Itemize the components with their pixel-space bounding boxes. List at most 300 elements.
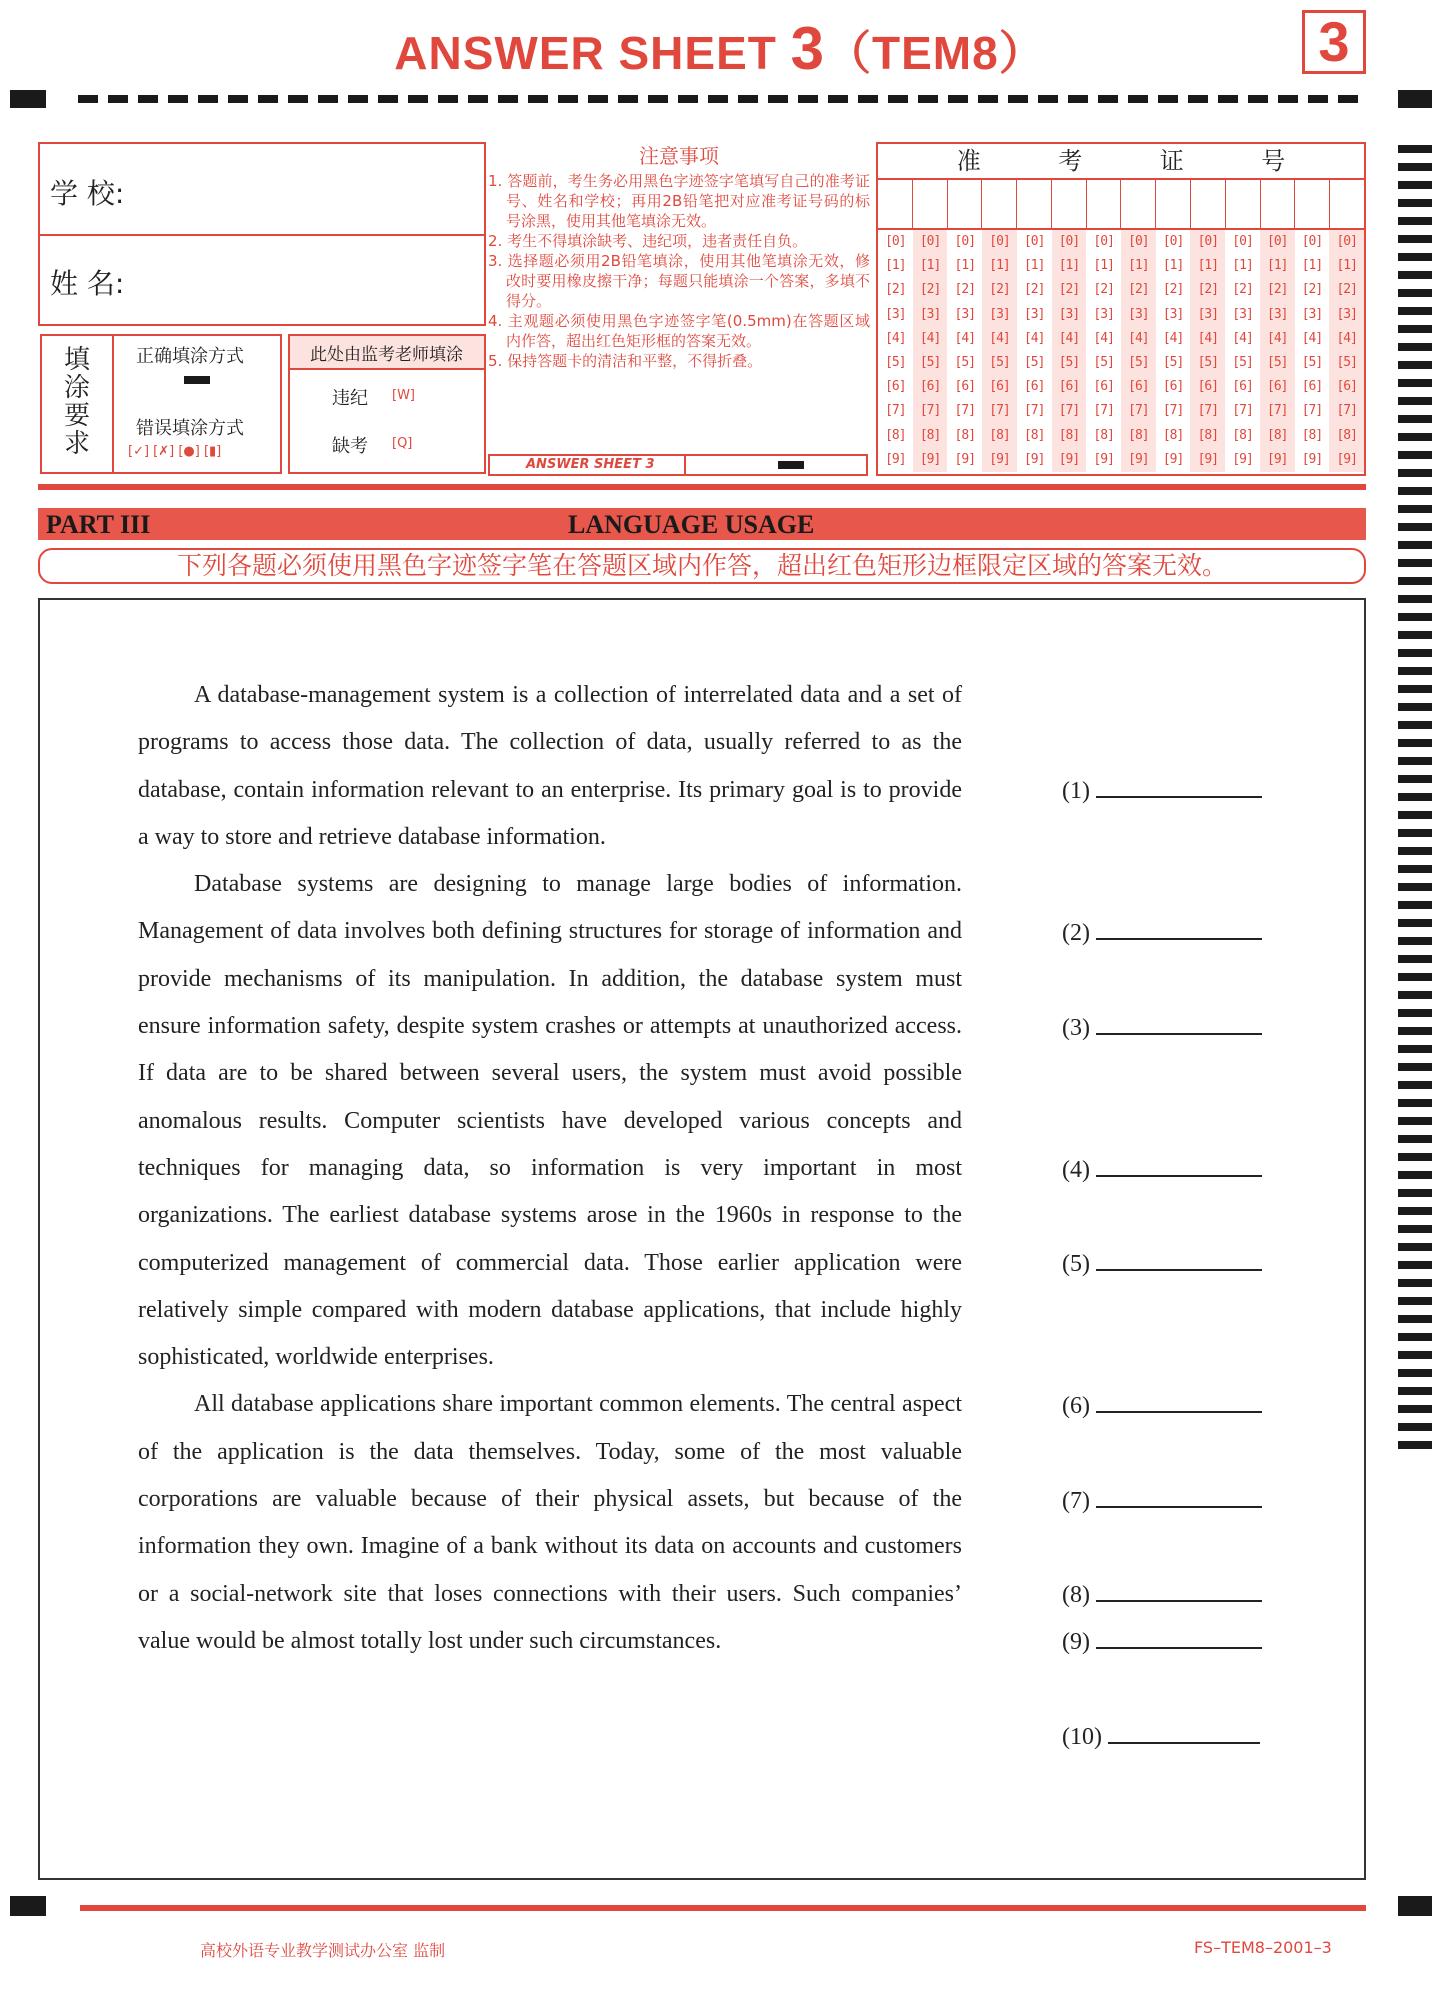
exam-id-bubble[interactable]: [5] xyxy=(1267,354,1288,370)
exam-id-bubble[interactable]: [7] xyxy=(1197,403,1219,419)
part-label: PART III xyxy=(46,510,151,539)
note-item: 5. 保持答题卡的清洁和平整，不得折叠。 xyxy=(488,352,763,370)
timing-mark xyxy=(1398,775,1432,783)
exam-id-bubble[interactable]: [4] xyxy=(1232,330,1253,346)
footer-issuer: 高校外语专业教学测试办公室 监制 xyxy=(200,1941,446,1960)
timing-mark xyxy=(1398,955,1432,963)
exam-id-bubble[interactable]: [0] xyxy=(1301,234,1323,249)
exam-id-bubble[interactable]: [3] xyxy=(1336,306,1357,322)
exam-id-digit-cell[interactable] xyxy=(1226,180,1261,228)
exam-id-bubble[interactable]: [3] xyxy=(1162,306,1184,322)
answer-warning: 下列各题必须使用黑色字迹签字笔在答题区域内作答，超出红色矩形边框限定区域的答案无效。 xyxy=(38,548,1366,584)
exam-id-bubble[interactable]: [6] xyxy=(1093,379,1114,395)
sheet-title xyxy=(0,14,1440,83)
exam-id-bubble[interactable]: [2] xyxy=(885,282,906,298)
timing-mark xyxy=(1398,1441,1432,1449)
exam-id-bubble[interactable]: [7] xyxy=(1336,403,1357,419)
exam-id-bubble[interactable]: [5] xyxy=(1023,354,1045,370)
passage-paragraph: Database systems are designing to manage large bodies of information. Management of data involves both defining structures for storage of information and provide mechanisms of its manipulation. In addition, the database system must ensure information safety, despite system crashes or attempts at unauthorized access. If data are to be shared between several users, the system must avoid possible anomalous results. Computer scientists have developed various concepts and techniques for managing data, so information is very important in most organizations. The earliest database systems arose in the 1960s in response to the computerized management of commercial data. Those earlier application were relatively simple compared with modern database applications, that include highly sophisticated, worldwide enterprises. xyxy=(138,871,962,1371)
timing-mark xyxy=(1398,1351,1432,1359)
timing-mark xyxy=(1398,1009,1432,1017)
exam-id-bubble[interactable]: [8] xyxy=(1336,427,1357,443)
exam-id-column xyxy=(1121,230,1156,472)
exam-id-bubble[interactable]: [6] xyxy=(954,379,976,395)
timing-mark xyxy=(1398,523,1432,531)
exam-id-bubble[interactable]: [9] xyxy=(885,451,906,467)
exam-id-bubble[interactable]: [9] xyxy=(1267,451,1288,467)
exam-id-digit-cell[interactable] xyxy=(1087,180,1122,228)
timing-mark xyxy=(1398,325,1432,333)
exam-id-digit-cell[interactable] xyxy=(1121,180,1156,228)
timing-mark xyxy=(1398,937,1432,945)
exam-id-bubble[interactable]: [1] xyxy=(1023,258,1045,274)
exam-id-bubble[interactable]: [9] xyxy=(1128,451,1149,467)
exam-id-bubble[interactable]: [4] xyxy=(1197,330,1219,346)
exam-id-bubble[interactable]: [2] xyxy=(1232,282,1253,298)
answer-blank-9[interactable]: (9) xyxy=(1062,1623,1262,1656)
exam-id-bubble[interactable]: [0] xyxy=(954,234,976,249)
exam-id-bubble[interactable]: [1] xyxy=(919,258,941,274)
exam-id-bubble[interactable]: [1] xyxy=(1093,258,1114,274)
timing-mark xyxy=(1398,1099,1432,1107)
exam-id-bubble[interactable]: [9] xyxy=(989,451,1010,467)
exam-id-bubble[interactable]: [5] xyxy=(1128,354,1149,370)
exam-id-bubble[interactable]: [4] xyxy=(1336,330,1357,346)
registration-mark-bottom-left xyxy=(10,1896,46,1916)
exam-id-bubble[interactable]: [6] xyxy=(885,379,906,395)
exam-id-bubble[interactable]: [0] xyxy=(885,234,906,249)
violation-label: 违纪 xyxy=(332,388,368,409)
exam-id-bubble[interactable]: [2] xyxy=(919,282,941,298)
exam-id-bubble[interactable]: [3] xyxy=(1023,306,1045,322)
exam-id-digit-cell[interactable] xyxy=(1330,180,1364,228)
exam-id-bubble[interactable]: [0] xyxy=(1267,234,1288,249)
timing-mark xyxy=(1398,1297,1432,1305)
exam-id-bubble[interactable]: [2] xyxy=(954,282,976,298)
exam-id-bubble[interactable]: [1] xyxy=(1128,258,1149,274)
answer-blank-5[interactable]: (5) xyxy=(1062,1245,1262,1278)
part-title: LANGUAGE USAGE xyxy=(568,510,815,539)
exam-id-bubble[interactable]: [7] xyxy=(1232,403,1253,419)
exam-id-bubble[interactable]: [2] xyxy=(1023,282,1045,298)
timing-mark xyxy=(1398,829,1432,837)
answer-blank-4[interactable]: (4) xyxy=(1062,1151,1262,1184)
exam-id-column xyxy=(1156,230,1191,472)
exam-id-bubble[interactable]: [2] xyxy=(1058,282,1080,298)
exam-id-bubble[interactable]: [5] xyxy=(1232,354,1253,370)
note-item: 3. 选择题必须用2B铅笔填涂，使用其他笔填涂无效，修改时要用橡皮擦干净；每题只能填涂一个答案，多填不得分。 xyxy=(488,252,870,310)
exam-id-bubble[interactable]: [8] xyxy=(1093,427,1114,443)
timing-mark xyxy=(1398,1369,1432,1377)
timing-mark xyxy=(1398,685,1432,693)
exam-id-bubble[interactable]: [3] xyxy=(1267,306,1288,322)
exam-id-bubble[interactable]: [0] xyxy=(1197,234,1219,249)
exam-id-bubble[interactable]: [2] xyxy=(1162,282,1184,298)
timing-track-top xyxy=(78,95,1366,103)
exam-id-bubble[interactable]: [4] xyxy=(1128,330,1149,346)
timing-mark xyxy=(1398,379,1432,387)
timing-mark xyxy=(1398,343,1432,351)
exam-id-bubble[interactable]: [1] xyxy=(1058,258,1080,274)
timing-mark xyxy=(1398,667,1432,675)
exam-id-bubble[interactable]: [7] xyxy=(1267,403,1288,419)
exam-id-bubble[interactable]: [5] xyxy=(1162,354,1184,370)
exam-id-bubble[interactable]: [0] xyxy=(989,234,1010,249)
exam-id-bubble[interactable]: [6] xyxy=(1197,379,1219,395)
timing-mark xyxy=(1398,217,1432,225)
exam-id-bubble[interactable]: [3] xyxy=(885,306,906,322)
exam-id-digit-cell[interactable] xyxy=(878,180,913,228)
timing-mark xyxy=(1398,1027,1432,1035)
title-suffix: （TEM8） xyxy=(825,27,1046,79)
answer-blank-3[interactable]: (3) xyxy=(1062,1009,1262,1042)
timing-mark xyxy=(1398,1315,1432,1323)
passage-paragraph: All database applications share important common elements. The central aspect of the application is the data themselves. Today, some of the most valuable corporations are valuable because of their physical assets, but because of the information they own. Imagine of a bank without its data on accounts and customers or a social-network site that loses connections with their users. Such companies’ value would be almost totally lost under such circumstances. xyxy=(138,1391,962,1654)
exam-id-bubble[interactable]: [9] xyxy=(1232,451,1253,467)
timing-mark xyxy=(1398,613,1432,621)
answer-blank-1[interactable]: (1) xyxy=(1062,772,1262,805)
exam-id-bubble[interactable]: [3] xyxy=(1128,306,1149,322)
school-label: 学 校: xyxy=(50,177,125,210)
timing-mark xyxy=(1398,1423,1432,1431)
exam-id-bubble-grid xyxy=(878,230,1364,472)
exam-id-digit-cell[interactable] xyxy=(1191,180,1226,228)
timing-mark xyxy=(1398,757,1432,765)
exam-id-bubble[interactable]: [9] xyxy=(919,451,941,467)
proctor-box xyxy=(288,334,486,474)
exam-id-bubble[interactable]: [1] xyxy=(1162,258,1184,274)
exam-id-bubble[interactable]: [0] xyxy=(1128,234,1149,249)
exam-id-bubble[interactable]: [5] xyxy=(919,354,941,370)
exam-id-box xyxy=(876,142,1366,476)
exam-id-bubble[interactable]: [3] xyxy=(954,306,976,322)
answer-blank-10[interactable]: (10) xyxy=(1062,1718,1260,1751)
timing-mark xyxy=(1398,181,1432,189)
timing-mark xyxy=(1398,811,1432,819)
exam-id-bubble[interactable]: [3] xyxy=(919,306,941,322)
registration-mark-top-left xyxy=(10,90,46,108)
correct-fill-example xyxy=(184,376,210,384)
exam-id-bubble[interactable]: [4] xyxy=(1058,330,1080,346)
timing-mark xyxy=(1398,469,1432,477)
exam-id-write-cells xyxy=(878,180,1364,230)
exam-id-bubble[interactable]: [9] xyxy=(1023,451,1045,467)
notes-section xyxy=(488,140,870,480)
timing-mark xyxy=(1398,1117,1432,1125)
exam-id-bubble[interactable]: [9] xyxy=(1336,451,1357,467)
timing-mark xyxy=(1398,847,1432,855)
timing-mark xyxy=(1398,649,1432,657)
timing-mark xyxy=(1398,163,1432,171)
exam-id-bubble[interactable]: [8] xyxy=(954,427,976,443)
exam-id-bubble[interactable]: [3] xyxy=(1197,306,1219,322)
exam-id-bubble[interactable]: [8] xyxy=(1267,427,1288,443)
answer-blank-8[interactable]: (8) xyxy=(1062,1576,1262,1609)
absent-bubble[interactable]: [Q] xyxy=(392,436,413,451)
exam-id-bubble[interactable]: [3] xyxy=(1301,306,1323,322)
passage-paragraph: A database-management system is a collection of interrelated data and a set of programs to access those data. The collection of data, usually referred to as the database, contain information relevant to an enterprise. Its primary goal is to provide a way to store and retrieve database information. xyxy=(138,682,962,850)
exam-id-digit-cell[interactable] xyxy=(1052,180,1087,228)
name-label: 姓 名: xyxy=(50,267,125,300)
exam-id-bubble[interactable]: [1] xyxy=(954,258,976,274)
exam-id-bubble[interactable]: [4] xyxy=(1023,330,1045,346)
timing-mark xyxy=(1398,865,1432,873)
absent-label: 缺考 xyxy=(332,436,368,457)
timing-mark xyxy=(1398,1153,1432,1161)
exam-id-digit-cell[interactable] xyxy=(1017,180,1052,228)
exam-id-bubble[interactable]: [9] xyxy=(954,451,976,467)
exam-id-bubble[interactable]: [6] xyxy=(1128,379,1149,395)
correct-fill-label: 正确填涂方式 xyxy=(136,346,244,367)
corner-sheet-number: 3 xyxy=(1302,10,1366,74)
notes-title: 注意事项 xyxy=(639,144,719,168)
exam-id-bubble[interactable]: [5] xyxy=(989,354,1010,370)
exam-id-bubble[interactable]: [7] xyxy=(1162,403,1184,419)
registration-mark-bottom-right xyxy=(1398,1896,1432,1916)
sheet-tag xyxy=(488,454,868,476)
violation-bubble[interactable]: [W] xyxy=(392,388,415,403)
answer-blank-7[interactable]: (7) xyxy=(1062,1482,1262,1515)
exam-id-bubble[interactable]: [2] xyxy=(1093,282,1114,298)
timing-mark xyxy=(1398,1405,1432,1413)
exam-id-bubble[interactable]: [9] xyxy=(1058,451,1080,467)
timing-track-right xyxy=(1398,145,1432,1459)
exam-id-bubble[interactable]: [9] xyxy=(1197,451,1219,467)
timing-mark xyxy=(1398,433,1432,441)
timing-mark xyxy=(1398,1135,1432,1143)
timing-mark xyxy=(1398,415,1432,423)
exam-id-bubble[interactable]: [8] xyxy=(1232,427,1253,443)
exam-id-bubble[interactable]: [7] xyxy=(1093,403,1114,419)
exam-id-bubble[interactable]: [1] xyxy=(1197,258,1219,274)
school-input[interactable] xyxy=(140,146,480,230)
note-item: 4. 主观题必须使用黑色字迹签字笔(0.5mm)在答题区域内作答，超出红色矩形框的答案无效。 xyxy=(488,312,870,350)
timing-mark xyxy=(1398,253,1432,261)
timing-mark xyxy=(1398,271,1432,279)
exam-id-bubble[interactable]: [4] xyxy=(989,330,1010,346)
exam-id-bubble[interactable]: [0] xyxy=(1093,234,1114,249)
timing-mark xyxy=(1398,1261,1432,1269)
note-item: 2. 考生不得填涂缺考、违纪项，违者责任自负。 xyxy=(488,232,808,250)
exam-id-bubble[interactable]: [6] xyxy=(1058,379,1080,395)
exam-id-bubble[interactable]: [1] xyxy=(1232,258,1253,274)
exam-id-bubble[interactable]: [5] xyxy=(885,354,906,370)
exam-id-bubble[interactable]: [6] xyxy=(1023,379,1045,395)
timing-mark xyxy=(1398,1063,1432,1071)
exam-id-column xyxy=(1190,230,1225,472)
exam-id-bubble[interactable]: [0] xyxy=(1023,234,1045,249)
exam-id-column xyxy=(1260,230,1295,472)
exam-id-column xyxy=(947,230,982,472)
exam-id-column xyxy=(1295,230,1330,472)
timing-mark xyxy=(1398,1387,1432,1395)
exam-id-bubble[interactable]: [1] xyxy=(989,258,1010,274)
answer-blank-2[interactable]: (2) xyxy=(1062,914,1262,947)
exam-id-bubble[interactable]: [8] xyxy=(1197,427,1219,443)
part-bar xyxy=(38,508,1366,540)
exam-id-column xyxy=(1017,230,1052,472)
exam-id-bubble[interactable]: [5] xyxy=(954,354,976,370)
exam-id-bubble[interactable]: [7] xyxy=(1023,403,1045,419)
exam-id-bubble[interactable]: [7] xyxy=(919,403,941,419)
exam-id-bubble[interactable]: [6] xyxy=(1162,379,1184,395)
exam-id-bubble[interactable]: [8] xyxy=(1162,427,1184,443)
exam-id-bubble[interactable]: [5] xyxy=(1093,354,1114,370)
exam-id-column xyxy=(1086,230,1121,472)
timing-mark xyxy=(1398,361,1432,369)
exam-id-bubble[interactable]: [5] xyxy=(1336,354,1357,370)
timing-mark xyxy=(1398,739,1432,747)
exam-id-bubble[interactable]: [2] xyxy=(1267,282,1288,298)
timing-mark xyxy=(1398,307,1432,315)
exam-id-bubble[interactable]: [4] xyxy=(1267,330,1288,346)
exam-id-bubble[interactable]: [1] xyxy=(1267,258,1288,274)
exam-id-bubble[interactable]: [8] xyxy=(1128,427,1149,443)
exam-id-bubble[interactable]: [3] xyxy=(1058,306,1080,322)
proctor-label: 此处由监考老师填涂 xyxy=(310,345,463,365)
exam-id-bubble[interactable]: [2] xyxy=(1197,282,1219,298)
timing-mark xyxy=(1398,1333,1432,1341)
timing-mark xyxy=(1398,541,1432,549)
exam-id-bubble[interactable]: [7] xyxy=(1058,403,1080,419)
exam-id-digit-cell[interactable] xyxy=(982,180,1017,228)
timing-mark xyxy=(1398,703,1432,711)
exam-id-bubble[interactable]: [7] xyxy=(885,403,906,419)
timing-mark xyxy=(1398,901,1432,909)
exam-id-bubble[interactable]: [1] xyxy=(885,258,906,274)
timing-mark xyxy=(1398,595,1432,603)
exam-id-digit-cell[interactable] xyxy=(1295,180,1330,228)
exam-id-bubble[interactable]: [7] xyxy=(1128,403,1149,419)
title-number: 3 xyxy=(790,15,826,82)
footer-line xyxy=(80,1905,1366,1911)
title-prefix: ANSWER SHEET xyxy=(394,27,791,79)
exam-id-bubble[interactable]: [4] xyxy=(1093,330,1114,346)
footer-code: FS–TEM8–2001–3 xyxy=(1194,1938,1332,1957)
exam-id-bubble[interactable]: [7] xyxy=(954,403,976,419)
wrong-fill-label: 错误填涂方式 xyxy=(136,418,244,439)
exam-id-bubble[interactable]: [1] xyxy=(1336,258,1357,274)
timing-mark xyxy=(1398,883,1432,891)
exam-id-digit-cell[interactable] xyxy=(948,180,983,228)
exam-id-bubble[interactable]: [6] xyxy=(989,379,1010,395)
exam-id-bubble[interactable]: [6] xyxy=(919,379,941,395)
exam-id-bubble[interactable]: [7] xyxy=(989,403,1010,419)
timing-mark xyxy=(1398,631,1432,639)
timing-mark xyxy=(1398,289,1432,297)
timing-mark xyxy=(1398,1243,1432,1251)
timing-mark xyxy=(1398,1207,1432,1215)
exam-id-column xyxy=(982,230,1017,472)
exam-id-bubble[interactable]: [4] xyxy=(1301,330,1323,346)
exam-id-bubble[interactable]: [4] xyxy=(885,330,906,346)
exam-id-column xyxy=(1225,230,1260,472)
exam-id-bubble[interactable]: [8] xyxy=(885,427,906,443)
timing-mark xyxy=(1398,1189,1432,1197)
exam-id-bubble[interactable]: [9] xyxy=(1162,451,1184,467)
timing-mark xyxy=(1398,919,1432,927)
fill-rules-text: 填 涂 要 求 xyxy=(63,345,90,459)
exam-id-bubble[interactable]: [2] xyxy=(1336,282,1357,298)
timing-mark xyxy=(1398,397,1432,405)
exam-id-bubble[interactable]: [3] xyxy=(989,306,1010,322)
exam-id-bubble[interactable]: [6] xyxy=(1336,379,1357,395)
exam-id-bubble[interactable]: [4] xyxy=(1162,330,1184,346)
timing-mark xyxy=(1398,973,1432,981)
timing-mark xyxy=(1398,199,1432,207)
exam-id-bubble[interactable]: [5] xyxy=(1058,354,1080,370)
exam-id-title: 准 考 证 号 xyxy=(878,144,1364,180)
exam-id-digit-cell[interactable] xyxy=(913,180,948,228)
note-item: 1. 答题前，考生务必用黑色字迹签字笔填写自己的准考证号、姓名和学校；再用2B铅笔把对应准考证号码的标号涂黑，使用其他笔填涂无效。 xyxy=(488,172,870,230)
timing-mark xyxy=(1398,1081,1432,1089)
answer-blank-6[interactable]: (6) xyxy=(1062,1387,1262,1420)
exam-id-bubble[interactable]: [8] xyxy=(919,427,941,443)
timing-mark xyxy=(1398,991,1432,999)
exam-id-bubble[interactable]: [8] xyxy=(989,427,1010,443)
registration-mark-top-right xyxy=(1398,90,1432,108)
sheet-tag-mark xyxy=(778,461,804,469)
exam-id-bubble[interactable]: [8] xyxy=(1058,427,1080,443)
exam-id-bubble[interactable]: [6] xyxy=(1301,379,1323,395)
timing-mark xyxy=(1398,577,1432,585)
exam-id-bubble[interactable]: [3] xyxy=(1232,306,1253,322)
exam-id-bubble[interactable]: [5] xyxy=(1301,354,1323,370)
exam-id-bubble[interactable]: [2] xyxy=(1301,282,1323,298)
timing-mark xyxy=(1398,559,1432,567)
exam-id-bubble[interactable]: [4] xyxy=(919,330,941,346)
fill-rules-box xyxy=(112,334,282,474)
exam-id-bubble[interactable]: [8] xyxy=(1301,427,1323,443)
timing-mark xyxy=(1398,235,1432,243)
timing-mark xyxy=(1398,1225,1432,1233)
exam-id-bubble[interactable]: [7] xyxy=(1301,403,1323,419)
exam-id-bubble[interactable]: [3] xyxy=(1093,306,1114,322)
exam-id-column xyxy=(1052,230,1087,472)
exam-id-column xyxy=(1329,230,1364,472)
exam-id-bubble[interactable]: [2] xyxy=(989,282,1010,298)
exam-id-bubble[interactable]: [6] xyxy=(1232,379,1253,395)
exam-id-bubble[interactable]: [1] xyxy=(1301,258,1323,274)
timing-mark xyxy=(1398,793,1432,801)
exam-id-bubble[interactable]: [9] xyxy=(1093,451,1114,467)
exam-id-bubble[interactable]: [8] xyxy=(1023,427,1045,443)
exam-id-bubble[interactable]: [2] xyxy=(1128,282,1149,298)
timing-mark xyxy=(1398,451,1432,459)
exam-id-bubble[interactable]: [0] xyxy=(1336,234,1357,249)
exam-id-bubble[interactable]: [4] xyxy=(954,330,976,346)
exam-id-bubble[interactable]: [0] xyxy=(919,234,941,249)
exam-id-bubble[interactable]: [5] xyxy=(1197,354,1219,370)
divider-line xyxy=(38,484,1366,490)
exam-id-digit-cell[interactable] xyxy=(1156,180,1191,228)
timing-mark xyxy=(1398,1171,1432,1179)
exam-id-bubble[interactable]: [0] xyxy=(1162,234,1184,249)
fill-rules-label xyxy=(40,334,112,474)
timing-mark xyxy=(1398,1279,1432,1287)
exam-id-bubble[interactable]: [0] xyxy=(1232,234,1253,249)
timing-mark xyxy=(1398,1045,1432,1053)
exam-id-bubble[interactable]: [0] xyxy=(1058,234,1080,249)
exam-id-digit-cell[interactable] xyxy=(1261,180,1296,228)
timing-mark xyxy=(1398,505,1432,513)
sheet-tag-label: ANSWER SHEET 3 xyxy=(526,457,655,472)
exam-id-bubble[interactable]: [9] xyxy=(1301,451,1323,467)
exam-id-column xyxy=(878,230,913,472)
name-input[interactable] xyxy=(140,236,480,320)
wrong-fill-examples: [✓] [✗] [●] [▮] xyxy=(128,444,222,459)
exam-id-bubble[interactable]: [6] xyxy=(1267,379,1288,395)
